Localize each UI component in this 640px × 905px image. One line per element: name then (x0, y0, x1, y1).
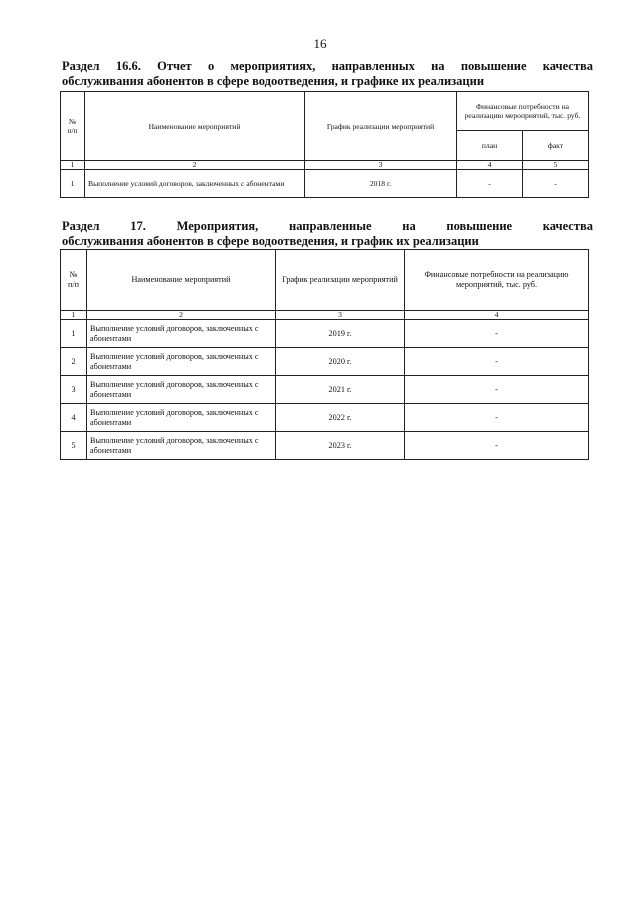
index-cell: 3 (276, 311, 405, 320)
row-num: 2 (61, 348, 87, 376)
row-name: Выполнение условий договоров, заключенных с абонентами (87, 376, 276, 404)
table-row (61, 376, 589, 404)
row-schedule: 2021 г. (276, 376, 405, 404)
header-name: Наименование мероприятий (87, 250, 276, 311)
header-schedule: График реализации мероприятий (276, 250, 405, 311)
section-16-6-title (62, 59, 593, 89)
header-name: Наименование мероприятий (85, 92, 305, 161)
row-name: Выполнение условий договоров, заключенных с абонентами (87, 432, 276, 460)
table-row (61, 404, 589, 432)
index-cell: 2 (87, 311, 276, 320)
row-name: Выполнение условий договоров, заключенных с абонентами (87, 348, 276, 376)
header-schedule: График реализации мероприятий (305, 92, 457, 161)
row-finance: - (405, 404, 589, 432)
table-row (61, 320, 589, 348)
index-cell: 5 (523, 161, 589, 170)
header-plan: план (457, 131, 523, 161)
index-cell: 4 (457, 161, 523, 170)
row-schedule: 2020 г. (276, 348, 405, 376)
header-num: № п/п (61, 92, 85, 161)
table-row (61, 348, 589, 376)
row-fact: - (523, 170, 589, 198)
section-17-title-line2: обслуживания абонентов в сфере водоотведения, и график их реализации (62, 234, 479, 248)
table-row (61, 170, 589, 198)
row-num: 5 (61, 432, 87, 460)
row-finance: - (405, 376, 589, 404)
section-17-title-line1: Раздел 17. Мероприятия, направленные на повышение качества (62, 219, 593, 233)
row-name: Выполнение условий договоров, заключенных с абонентами (87, 320, 276, 348)
section-16-6-title-line2: обслуживания абонентов в сфере водоотведения, и графике их реализации (62, 74, 485, 88)
section-17-title (62, 219, 593, 249)
header-num: № п/п (61, 250, 87, 311)
row-num: 3 (61, 376, 87, 404)
header-fact: факт (523, 131, 589, 161)
row-name: Выполнение условий договоров, заключенных с абонентами (85, 170, 305, 198)
row-schedule: 2018 г. (305, 170, 457, 198)
table-row (61, 432, 589, 460)
row-schedule: 2019 г. (276, 320, 405, 348)
index-cell: 1 (61, 311, 87, 320)
index-cell: 3 (305, 161, 457, 170)
section-17-table (60, 249, 589, 460)
row-schedule: 2022 г. (276, 404, 405, 432)
row-num: 1 (61, 170, 85, 198)
row-num: 1 (61, 320, 87, 348)
index-cell: 4 (405, 311, 589, 320)
row-plan: - (457, 170, 523, 198)
index-cell: 1 (61, 161, 85, 170)
row-finance: - (405, 348, 589, 376)
index-cell: 2 (85, 161, 305, 170)
row-finance: - (405, 432, 589, 460)
row-num: 4 (61, 404, 87, 432)
row-schedule: 2023 г. (276, 432, 405, 460)
page-number: 16 (313, 36, 327, 51)
row-name: Выполнение условий договоров, заключенных с абонентами (87, 404, 276, 432)
header-finance: Финансовые потребности на реализацию мероприятий, тыс. руб. (457, 92, 589, 131)
header-finance: Финансовые потребности на реализацию мероприятий, тыс. руб. (405, 250, 589, 311)
section-16-6-table (60, 91, 589, 198)
row-finance: - (405, 320, 589, 348)
section-16-6-title-line1: Раздел 16.6. Отчет о мероприятиях, направленных на повышение качества (62, 59, 593, 73)
